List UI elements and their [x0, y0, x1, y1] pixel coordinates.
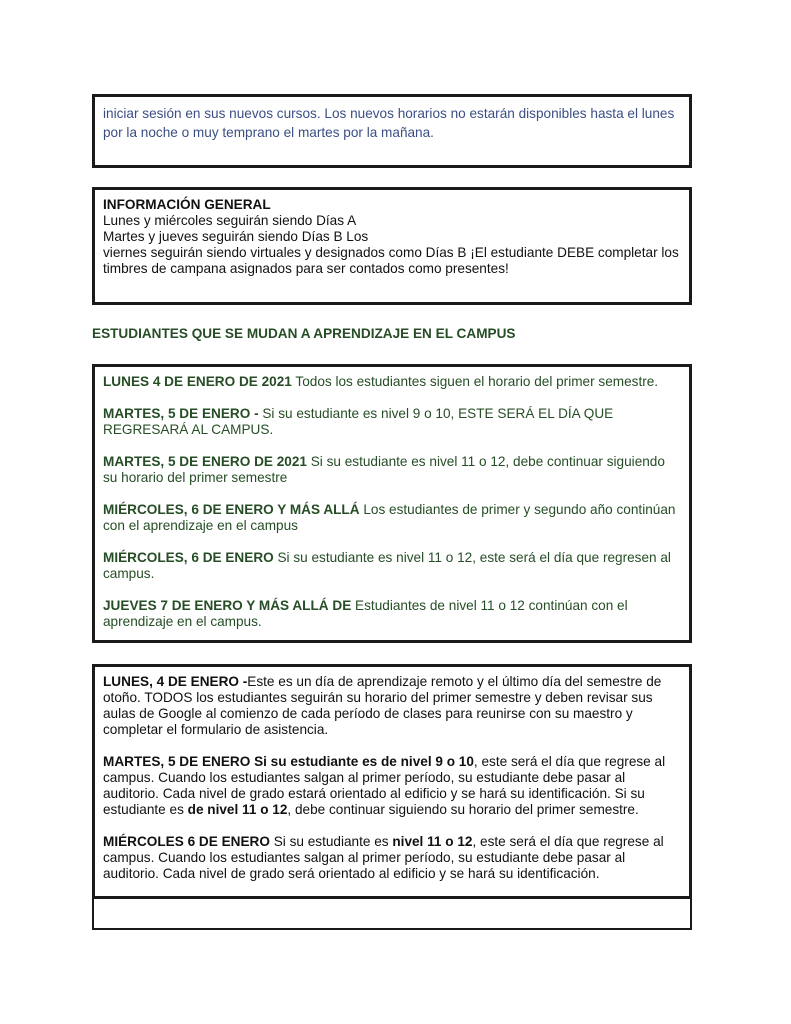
schedule-item-text: Todos los estudiantes siguen el horario del primer semestre.: [291, 374, 659, 389]
details-box: [92, 664, 692, 899]
general-info-heading: INFORMACIÓN GENERAL: [103, 197, 271, 212]
detail-paragraph-tuesday: [103, 754, 681, 818]
detail-date: LUNES, 4 DE ENERO -: [103, 674, 248, 689]
schedule-item-date: MIÉRCOLES, 6 DE ENERO Y MÁS ALLÁ: [103, 502, 360, 517]
detail-text: Si su estudiante es: [269, 834, 393, 849]
detail-text: , este será el día que regrese al campus. Cuando los estudiantes salgan al primer período, su estudiante debe pasar al auditorio. Cada nivel de grado será orientado al edificio y se hará su identificación.: [103, 834, 664, 881]
detail-paragraph-monday: [103, 674, 681, 738]
schedule-item: [103, 406, 681, 438]
general-info-line-2: Martes y jueves seguirán siendo Días B Los: [103, 229, 369, 244]
schedule-item-date: MIÉRCOLES, 6 DE ENERO: [103, 550, 274, 565]
continuation-box: [92, 94, 692, 168]
detail-text: , debe continuar siguiendo su horario del primer semestre.: [287, 802, 639, 817]
detail-date: MIÉRCOLES 6 DE ENERO: [103, 834, 270, 849]
continuation-text: iniciar sesión en sus nuevos cursos. Los nuevos horarios no estarán disponibles hasta el lunes por la noche o muy temprano el martes por la mañana.: [103, 106, 675, 140]
schedule-item: [103, 598, 681, 630]
schedule-item-text: Estudiantes de nivel 11 o 12 continúan con el aprendizaje en el campus.: [103, 598, 628, 629]
schedule-item-text: Si su estudiante es nivel 11 o 12, este será el día que regresen al campus.: [103, 550, 671, 581]
schedule-item: [103, 454, 681, 486]
general-info-line-3: viernes seguirán siendo virtuales y designados como Días B ¡El estudiante DEBE completar los timbres de campana asignados para ser contados como presentes!: [103, 245, 679, 276]
empty-box: [92, 897, 692, 930]
detail-date: MARTES, 5 DE ENERO Si su estudiante es de nivel 9 o 10: [103, 754, 474, 769]
schedule-item-text: Si su estudiante es nivel 11 o 12, debe continuar siguiendo su horario del primer semestre: [103, 454, 665, 485]
section-title: ESTUDIANTES QUE SE MUDAN A APRENDIZAJE EN EL CAMPUS: [92, 326, 516, 341]
schedule-item-date: LUNES 4 DE ENERO DE 2021: [103, 374, 292, 389]
detail-emphasis: nivel 11 o 12: [392, 834, 473, 849]
schedule-item: [103, 502, 681, 534]
schedule-item-text: Los estudiantes de primer y segundo año continúan con el aprendizaje en el campus: [103, 502, 676, 533]
schedule-item: [103, 550, 681, 582]
detail-text: Este es un día de aprendizaje remoto y el último día del semestre de otoño. TODOS los estudiantes seguirán su horario del primer semestre y deben revisar sus aulas de Google al comienzo de cada período de clases para reunirse con su maestro y completar el formulario de asistencia.: [103, 674, 662, 737]
detail-paragraph-wednesday: [103, 834, 681, 882]
general-info-line-1: Lunes y miércoles seguirán siendo Días A: [103, 213, 357, 228]
schedule-item-date: JUEVES 7 DE ENERO Y MÁS ALLÁ DE: [103, 598, 352, 613]
schedule-item-date: MARTES, 5 DE ENERO -: [103, 406, 259, 421]
schedule-box: [92, 364, 692, 643]
detail-text: , este será el día que regrese al campus. Cuando los estudiantes salgan al primer período, su estudiante debe pasar al auditorio. Cada nivel de grado estará orientado al edificio y se hará su identificación. Si su estudiante es: [103, 754, 666, 817]
schedule-item: [103, 374, 681, 390]
schedule-item-text: Si su estudiante es nivel 9 o 10, ESTE SERÁ EL DÍA QUE REGRESARÁ AL CAMPUS.: [103, 406, 614, 437]
general-info-box: [92, 187, 692, 305]
schedule-item-date: MARTES, 5 DE ENERO DE 2021: [103, 454, 307, 469]
detail-emphasis: de nivel 11 o 12: [187, 802, 288, 817]
